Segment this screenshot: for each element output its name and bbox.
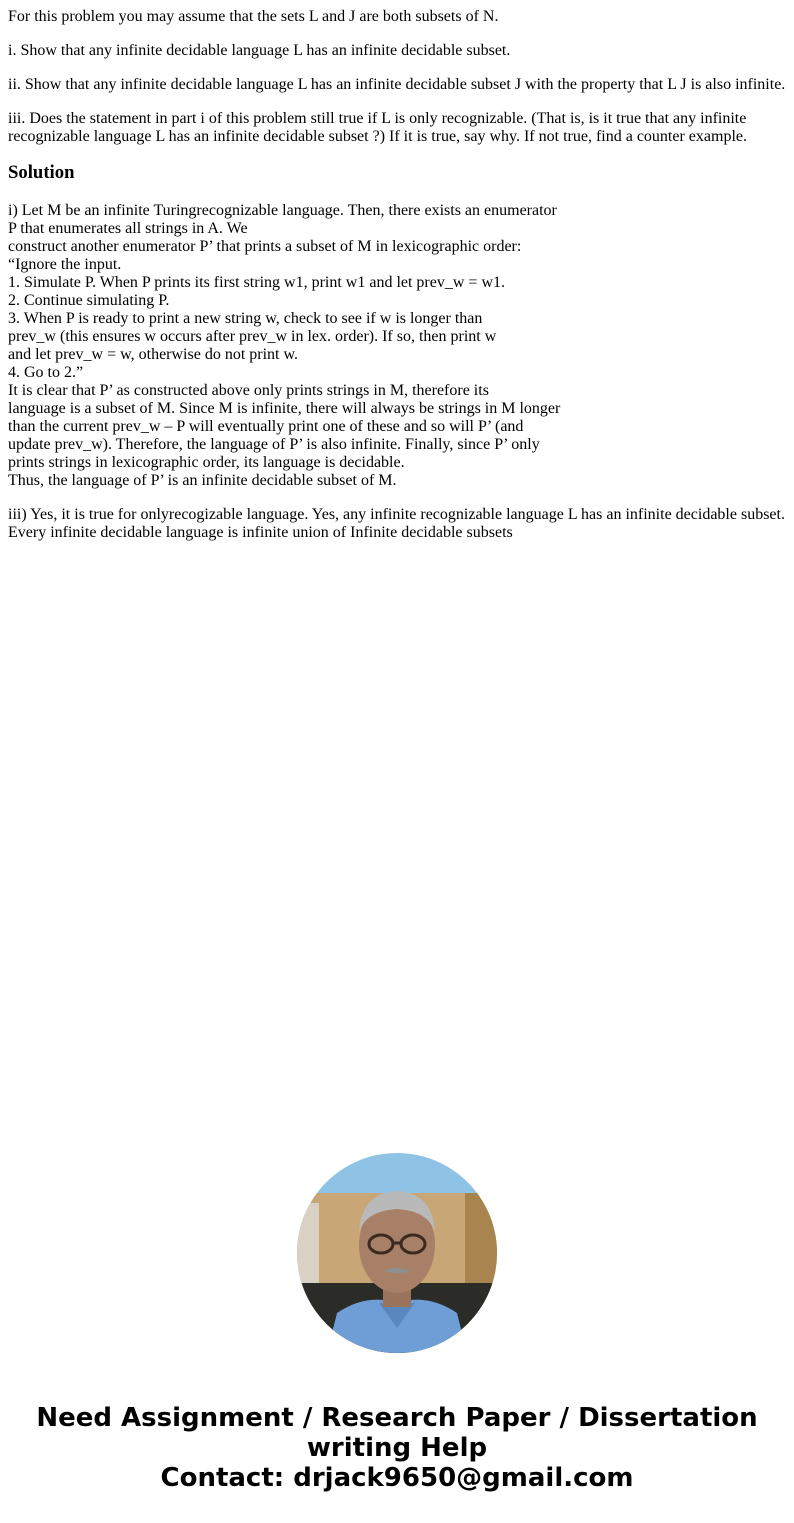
solution-line: iii) Yes, it is true for onlyrecogizable language. Yes, any infinite recognizable language L has an infinite decidable subset. xyxy=(8,506,785,523)
solution-heading: Solution xyxy=(8,162,75,183)
solution-line: update prev_w). Therefore, the language of P’ is also infinite. Finally, since P’ only xyxy=(8,436,540,453)
promo-line-2: writing Help xyxy=(306,1433,488,1463)
solution-line: Every infinite decidable language is infinite union of Infinite decidable subsets xyxy=(8,524,513,541)
solution-part-i xyxy=(8,202,788,490)
solution-line: 3. When P is ready to print a new string w, check to see if w is longer than xyxy=(8,310,483,327)
solution-line: 2. Continue simulating P. xyxy=(8,292,170,309)
document-content xyxy=(8,8,788,558)
solution-line: P that enumerates all strings in A. We xyxy=(8,220,248,237)
question-part-ii: ii. Show that any infinite decidable language L has an infinite decidable subset J with the property that L J is also infinite. xyxy=(8,76,786,93)
solution-line: language is a subset of M. Since M is infinite, there will always be strings in M longer xyxy=(8,400,561,417)
tutor-avatar xyxy=(297,1153,497,1353)
question-part-iii: iii. Does the statement in part i of this problem still true if L is only recognizable. (That is, is it true that any infinite recognizable language L has an infinite decidable subset ?) If it is true, say why. If not true, find a counter example. xyxy=(8,110,747,145)
promo-banner xyxy=(0,1403,794,1493)
question-intro: For this problem you may assume that the sets L and J are both subsets of N. xyxy=(8,8,499,25)
solution-line: prints strings in lexicographic order, its language is decidable. xyxy=(8,454,405,471)
solution-line: construct another enumerator P’ that prints a subset of M in lexicographic order: xyxy=(8,238,522,255)
solution-line: It is clear that P’ as constructed above only prints strings in M, therefore its xyxy=(8,382,489,399)
solution-line: “Ignore the input. xyxy=(8,256,122,273)
promo-line-1: Need Assignment / Research Paper / Dissertation xyxy=(36,1403,758,1433)
solution-line: 4. Go to 2.” xyxy=(8,364,84,381)
solution-line: and let prev_w = w, otherwise do not print w. xyxy=(8,346,298,363)
promo-contact: Contact: drjack9650@gmail.com xyxy=(160,1463,634,1493)
tutor-portrait-icon xyxy=(297,1153,497,1353)
solution-line: than the current prev_w – P will eventually print one of these and so will P’ (and xyxy=(8,418,524,435)
solution-line: prev_w (this ensures w occurs after prev_w in lex. order). If so, then print w xyxy=(8,328,497,345)
solution-part-iii xyxy=(8,506,788,542)
solution-line: 1. Simulate P. When P prints its first string w1, print w1 and let prev_w = w1. xyxy=(8,274,505,291)
solution-line: Thus, the language of P’ is an infinite decidable subset of M. xyxy=(8,472,397,489)
solution-line: i) Let M be an infinite Turingrecognizable language. Then, there exists an enumerator xyxy=(8,202,557,219)
question-part-i: i. Show that any infinite decidable language L has an infinite decidable subset. xyxy=(8,42,511,59)
question-section xyxy=(8,8,788,146)
